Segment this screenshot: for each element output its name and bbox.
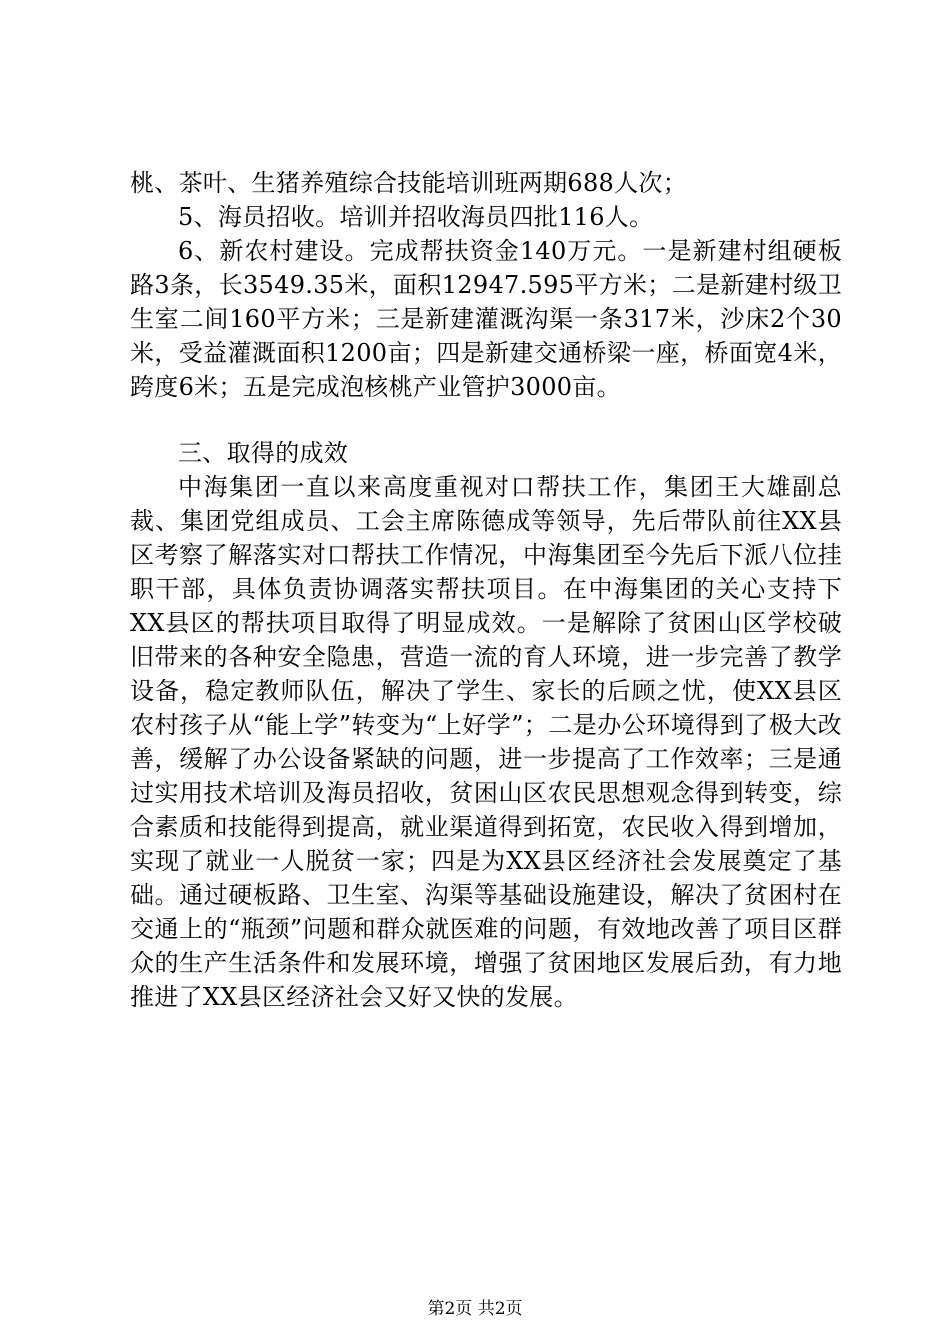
paragraph-gap <box>130 404 842 436</box>
paragraph-new-village-construction: 6、新农村建设。完成帮扶资金140万元。一是新建村组硬板路3条，长3549.35米，面积12947.595平方米；二是新建村级卫生室二间160平方米；三是新建灌溉沟渠一条317米，沙床2个30米，受益灌溉面积1200亩；四是新建交通桥梁一座，桥面宽4米，跨度6米；五是完成泡核桃产业管护3000亩。 <box>130 237 842 401</box>
paragraph-results-body: 中海集团一直以来高度重视对口帮扶工作，集团王大雄副总裁、集团党组成员、工会主席陈德成等领导，先后带队前往XX县区考察了解落实对口帮扶工作情况，中海集团至今先后下派八位挂职干部，具体负责协调落实帮扶项目。在中海集团的关心支持下XX县区的帮扶项目取得了明显成效。一是解除了贫困山区学校破旧带来的各种安全隐患，营造一流的育人环境，进一步完善了教学设备，稳定教师队伍，解决了学生、家长的后顾之忧，使XX县区农村孩子从“能上学”转变为“上好学”；二是办公环境得到了极大改善，缓解了办公设备紧缺的问题，进一步提高了工作效率；三是通过实用技术培训及海员招收，贫困山区农民思想观念得到转变，综合素质和技能得到提高，就业渠道得到拓宽，农民收入得到增加，实现了就业一人脱贫一家；四是为XX县区经济社会发展奠定了基础。通过硬板路、卫生室、沟渠等基础设施建设，解决了贫困村在交通上的“瓶颈”问题和群众就医难的问题，有效地改善了项目区群众的生产生活条件和发展环境，增强了贫困地区发展后劲，有力地推进了XX县区经济社会又好又快的发展。 <box>130 473 842 1011</box>
document-body <box>130 166 842 1014</box>
paragraph-training-continued: 桃、茶叶、生猪养殖综合技能培训班两期688人次； <box>130 169 688 197</box>
paragraph-seafarer-recruitment: 5、海员招收。培训并招收海员四批116人。 <box>178 203 654 231</box>
page-footer: 第2页 共2页 <box>427 1299 523 1319</box>
section-heading-results: 三、取得的成效 <box>178 439 349 467</box>
